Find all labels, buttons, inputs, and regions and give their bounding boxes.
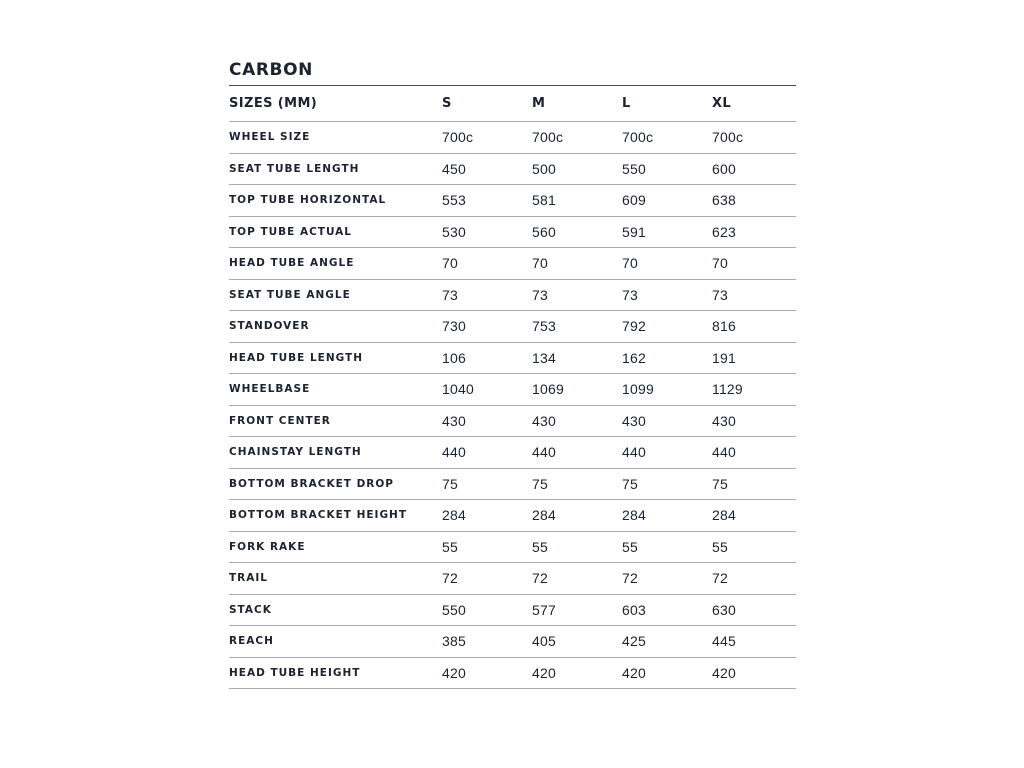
value-size-s: 55 — [442, 538, 458, 555]
row-label: TRAIL — [229, 572, 268, 585]
row-label: REACH — [229, 635, 274, 648]
value-size-s: 440 — [442, 444, 466, 461]
value-size-m: 440 — [532, 444, 556, 461]
value-size-l: 430 — [622, 412, 646, 429]
value-size-l: 792 — [622, 318, 646, 335]
value-size-s: 530 — [442, 223, 466, 240]
value-size-l: 70 — [622, 255, 638, 272]
value-size-xl: 73 — [712, 286, 728, 303]
value-size-xl: 55 — [712, 538, 728, 555]
value-size-s: 430 — [442, 412, 466, 429]
table-row — [229, 122, 796, 154]
value-size-s: 553 — [442, 192, 466, 209]
row-label: FORK RAKE — [229, 540, 306, 553]
value-size-l: 591 — [622, 223, 646, 240]
value-size-m: 72 — [532, 570, 548, 587]
table-row — [229, 217, 796, 249]
value-size-s: 450 — [442, 160, 466, 177]
value-size-m: 284 — [532, 507, 556, 524]
value-size-xl: 700c — [712, 129, 744, 146]
table-row — [229, 374, 796, 406]
value-size-m: 500 — [532, 160, 556, 177]
row-label: HEAD TUBE HEIGHT — [229, 666, 361, 679]
value-size-l: 609 — [622, 192, 646, 209]
table-row — [229, 311, 796, 343]
value-size-m: 560 — [532, 223, 556, 240]
row-label: SEAT TUBE LENGTH — [229, 162, 360, 175]
table-row — [229, 658, 796, 690]
table-body — [229, 122, 796, 689]
table-row — [229, 563, 796, 595]
value-size-xl: 630 — [712, 601, 736, 618]
value-size-m: 420 — [532, 664, 556, 681]
row-label: HEAD TUBE LENGTH — [229, 351, 364, 364]
row-label: STANDOVER — [229, 320, 310, 333]
header-size-l: L — [622, 96, 631, 111]
value-size-s: 70 — [442, 255, 458, 272]
table-title: CARBON — [229, 58, 796, 86]
table-row — [229, 280, 796, 312]
value-size-l: 1099 — [622, 381, 654, 398]
table-row — [229, 626, 796, 658]
value-size-xl: 70 — [712, 255, 728, 272]
row-label: TOP TUBE ACTUAL — [229, 225, 352, 238]
value-size-s: 385 — [442, 633, 466, 650]
value-size-m: 55 — [532, 538, 548, 555]
table-row — [229, 437, 796, 469]
row-label: STACK — [229, 603, 272, 616]
table-row — [229, 406, 796, 438]
value-size-xl: 623 — [712, 223, 736, 240]
value-size-xl: 600 — [712, 160, 736, 177]
table-row — [229, 343, 796, 375]
table-row — [229, 500, 796, 532]
table-header-row — [229, 86, 796, 122]
value-size-m: 1069 — [532, 381, 564, 398]
value-size-xl: 191 — [712, 349, 736, 366]
value-size-s: 1040 — [442, 381, 474, 398]
table-row — [229, 248, 796, 280]
value-size-s: 75 — [442, 475, 458, 492]
value-size-s: 284 — [442, 507, 466, 524]
value-size-l: 162 — [622, 349, 646, 366]
value-size-s: 730 — [442, 318, 466, 335]
value-size-m: 753 — [532, 318, 556, 335]
row-label: TOP TUBE HORIZONTAL — [229, 194, 387, 207]
value-size-xl: 72 — [712, 570, 728, 587]
header-size-xl: XL — [712, 96, 732, 111]
table-row — [229, 532, 796, 564]
header-size-m: M — [532, 96, 546, 111]
value-size-l: 603 — [622, 601, 646, 618]
row-label: WHEEL SIZE — [229, 131, 311, 144]
value-size-m: 581 — [532, 192, 556, 209]
value-size-l: 420 — [622, 664, 646, 681]
value-size-m: 134 — [532, 349, 556, 366]
value-size-xl: 440 — [712, 444, 736, 461]
value-size-l: 425 — [622, 633, 646, 650]
value-size-xl: 75 — [712, 475, 728, 492]
value-size-xl: 284 — [712, 507, 736, 524]
value-size-m: 70 — [532, 255, 548, 272]
value-size-m: 577 — [532, 601, 556, 618]
value-size-l: 72 — [622, 570, 638, 587]
value-size-l: 73 — [622, 286, 638, 303]
row-label: WHEELBASE — [229, 383, 311, 396]
value-size-l: 75 — [622, 475, 638, 492]
row-label: HEAD TUBE ANGLE — [229, 257, 355, 270]
header-size-s: S — [442, 96, 452, 111]
row-label: BOTTOM BRACKET HEIGHT — [229, 509, 408, 522]
value-size-l: 700c — [622, 129, 654, 146]
value-size-m: 75 — [532, 475, 548, 492]
value-size-s: 72 — [442, 570, 458, 587]
row-label: BOTTOM BRACKET DROP — [229, 477, 394, 490]
table-row — [229, 469, 796, 501]
value-size-m: 700c — [532, 129, 564, 146]
header-sizes: SIZES (MM) — [229, 96, 318, 111]
table-row — [229, 185, 796, 217]
value-size-l: 550 — [622, 160, 646, 177]
value-size-m: 73 — [532, 286, 548, 303]
value-size-xl: 420 — [712, 664, 736, 681]
value-size-s: 700c — [442, 129, 474, 146]
value-size-l: 55 — [622, 538, 638, 555]
value-size-s: 106 — [442, 349, 466, 366]
value-size-xl: 1129 — [712, 381, 743, 398]
row-label: FRONT CENTER — [229, 414, 331, 427]
value-size-l: 284 — [622, 507, 646, 524]
value-size-s: 550 — [442, 601, 466, 618]
value-size-m: 430 — [532, 412, 556, 429]
geometry-table — [229, 58, 796, 689]
value-size-xl: 445 — [712, 633, 736, 650]
value-size-xl: 816 — [712, 318, 736, 335]
row-label: CHAINSTAY LENGTH — [229, 446, 362, 459]
value-size-s: 420 — [442, 664, 466, 681]
value-size-xl: 430 — [712, 412, 736, 429]
table-row — [229, 154, 796, 186]
value-size-s: 73 — [442, 286, 458, 303]
value-size-xl: 638 — [712, 192, 736, 209]
table-row — [229, 595, 796, 627]
row-label: SEAT TUBE ANGLE — [229, 288, 351, 301]
value-size-m: 405 — [532, 633, 556, 650]
value-size-l: 440 — [622, 444, 646, 461]
